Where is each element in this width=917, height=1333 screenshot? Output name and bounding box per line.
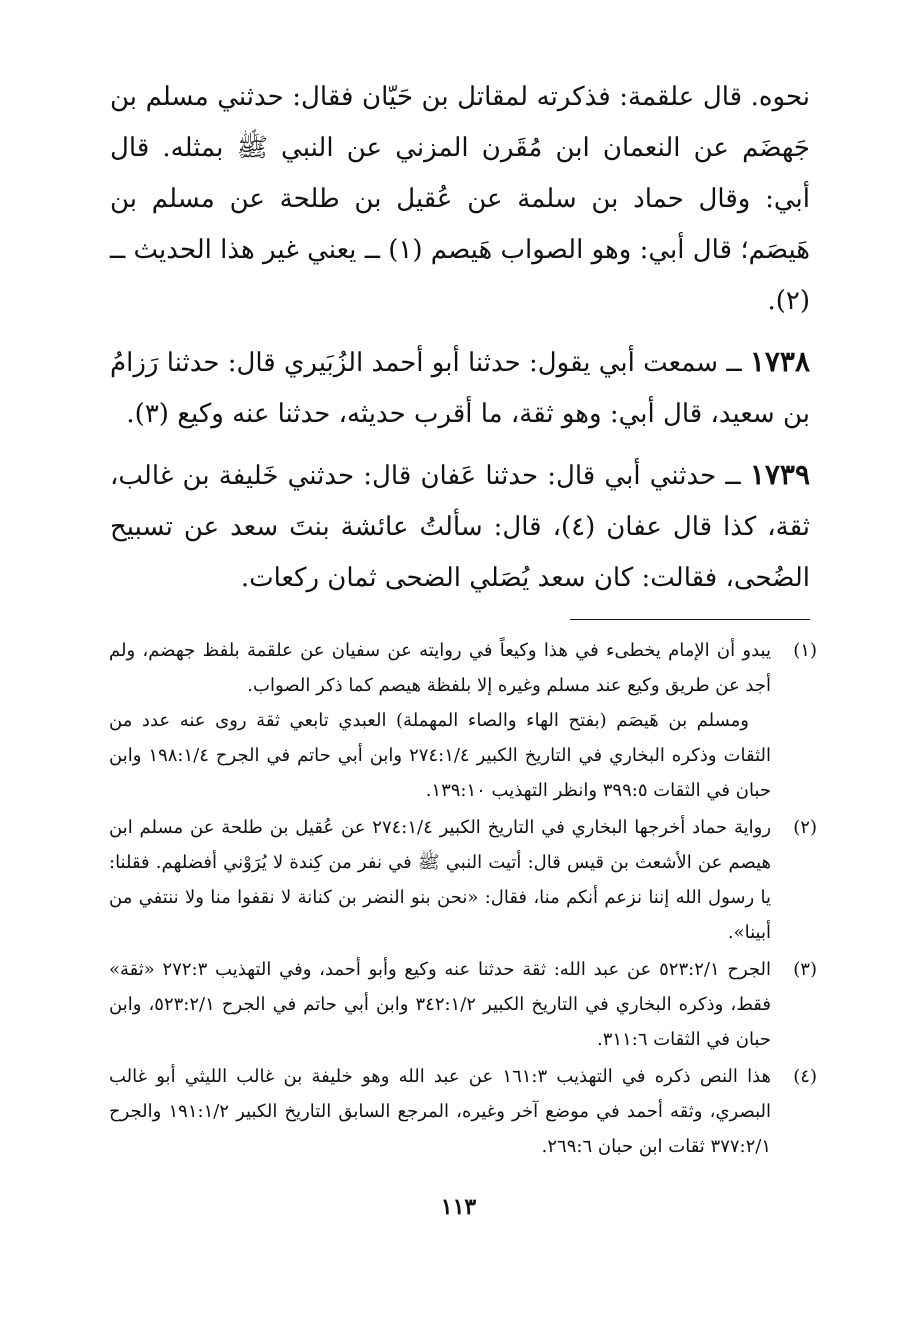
footnote-body	[109, 810, 771, 950]
footnotes	[109, 633, 817, 1166]
page-number: ١١٣	[440, 1194, 477, 1220]
footnote-4	[109, 1059, 817, 1164]
footnote-text: رواية حماد أخرجها البخاري في التاريخ الكبير ٢٧٤:١/٤ عن عُقيل بن طلحة عن مسلم ابن هيصم عن الأشعث بن قيس قال: أتيت النبي ﷺ في نفر من كِندة لا يُرَوْني أفضلهم. فقلنا: يا رسول الله إننا نزعم أنكم منا، فقال: «نحن بنو النضر بن كنانة لا نقفوا منا ولا ننتفي من أبينا».	[109, 817, 772, 943]
footnote-body	[109, 633, 771, 808]
footnote-text: الجرح ٥٢٣:٢/١ عن عبد الله: ثقة حدثنا عنه وكيع وأبو أحمد، وفي التهذيب ٢٧٢:٣ «ثقة» فقط، وذكره البخاري في التاريخ الكبير ٣٤٢:١/٢ وابن أبي حاتم في الجرح ٥٢٣:٢/١، وابن حبان في الثقات ٣١١:٦.	[109, 959, 771, 1050]
footnote-body	[109, 952, 771, 1057]
footnote-body	[109, 1059, 771, 1164]
footnote-marker: (٢)	[793, 817, 817, 838]
paragraph-continuation	[110, 72, 810, 327]
paragraph-text: نحوه. قال علقمة: فذكرته لمقاتل بن حَيّان فقال: حدثني مسلم بن جَهضَم عن النعمان ابن مُقَرن المزني عن النبي ﷺ بمثله. قال أبي: وقال حماد بن سلمة عن عُقيل بن طلحة عن مسلم بن هَيصَم؛ قال أبي: وهو الصواب هَيصم (١) ــ يعني غير هذا الحديث ــ (٢).	[110, 82, 810, 316]
footnote-separator	[570, 619, 810, 620]
footnote-marker: (٤)	[793, 1066, 817, 1087]
footnote-text: ومسلم بن هَيصَم (بفتح الهاء والصاء المهملة) العبدي تابعي ثقة روى عنه عدد من الثقات وذكره البخاري في التاريخ الكبير ٢٧٤:١/٤ وابن أبي حاتم في الجرح ١٩٨:١/٤ وابن حبان في الثقات ٣٩٩:٥ وانظر التهذيب ١٣٩:١٠.	[109, 710, 771, 801]
footnote-3	[109, 952, 817, 1057]
footnote-1	[109, 633, 817, 808]
hadith-number: ١٧٣٩	[749, 458, 810, 491]
main-text	[110, 72, 810, 604]
paragraph-text: ــ سمعت أبي يقول: حدثنا أبو أحمد الزُبَيري قال: حدثنا رَزامُ بن سعيد، قال أبي: وهو ثقة، ما أقرب حديثه، حدثنا عنه وكيع (٣).	[110, 348, 810, 429]
hadith-1738	[110, 336, 810, 440]
footnote-marker: (٣)	[793, 959, 817, 980]
paragraph-text: ــ حدثني أبي قال: حدثنا عَفان قال: حدثني خَليفة بن غالب، ثقة، كذا قال عفان (٤)، قال: سألتُ عائشة بنتَ سعد عن تسبيح الضُحى، فقالت: كان سعد يُصَلي الضحى ثمان ركعات.	[110, 461, 811, 593]
footnote-marker: (١)	[793, 640, 817, 661]
footnote-text: هذا النص ذكره في التهذيب ١٦١:٣ عن عبد الله وهو خليفة بن غالب الليثي أبو غالب البصري، وثقه أحمد في موضع آخر وغيره، المرجع السابق التاريخ الكبير ١٩١:١/٢ والجرح ٣٧٧:٢/١ ثقات ابن حبان ٢٦٩:٦.	[109, 1066, 772, 1157]
hadith-1739	[110, 449, 810, 604]
footnote-text: يبدو أن الإمام يخطىء في هذا وكيعاً في روايته عن سفيان عن علقمة بلفظ جهضم، ولم أجد عن طريق وكيع عند مسلم وغيره إلا بلفظة هيصم كما ذكر الصواب.	[109, 640, 771, 696]
hadith-number: ١٧٣٨	[749, 345, 810, 378]
footnote-2	[109, 810, 817, 950]
